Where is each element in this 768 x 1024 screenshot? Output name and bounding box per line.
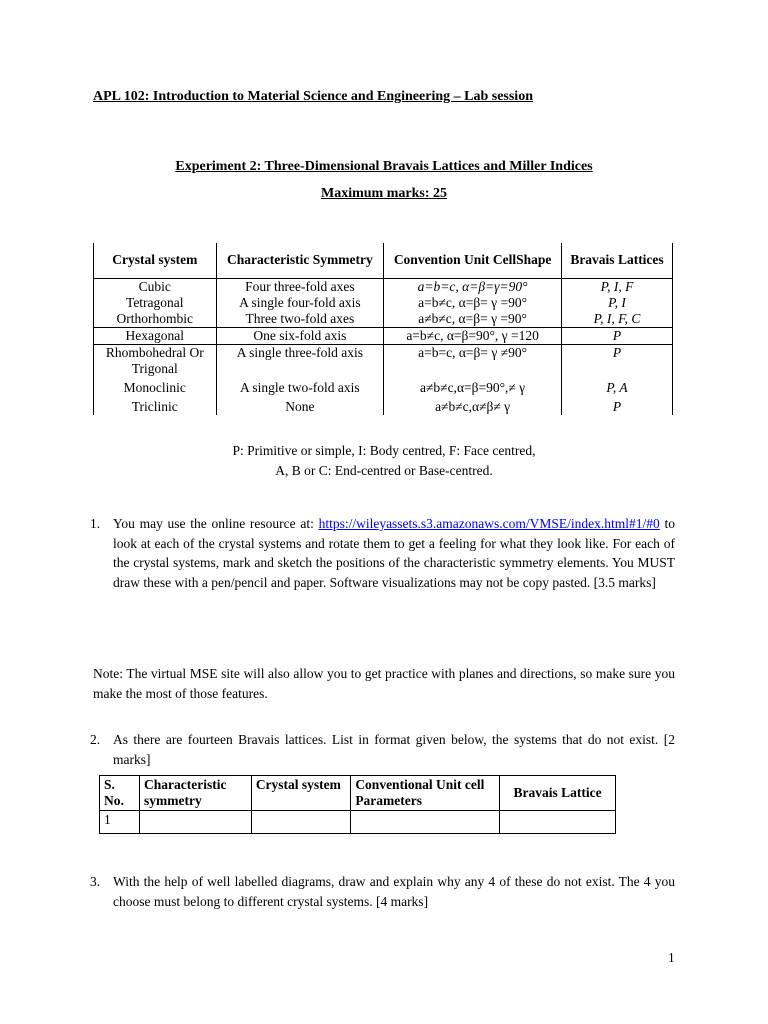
header-unit-cell-shape: Convention Unit CellShape [384,243,562,279]
cell-unit-cell: a=b=c, α=β= γ ≠90° [384,345,562,378]
cell-symmetry: A single three-fold axis [216,345,384,378]
cell-lattices: P [562,328,673,345]
format-cell-empty [251,811,351,834]
page-number: 1 [668,950,675,965]
format-header-sno: S. No. [100,776,140,811]
cell-unit-cell: a≠b≠c,α=β=90°,≠ γ [384,377,562,399]
cell-crystal-system: Cubic [94,279,217,296]
question-2-text: As there are fourteen Bravais lattices. List in format given below, the systems that do not exist. [2 marks] [113,732,675,767]
table-header-row [94,243,673,279]
format-cell-sno: 1 [100,811,140,834]
cell-unit-cell: a=b≠c, α=β= γ =90° [384,295,562,311]
vmse-resource-link[interactable]: https://wileyassets.s3.amazonaws.com/VMSE/index.html#1/#0 [318,516,660,531]
question-3 [90,872,675,911]
table-row [94,399,673,415]
header-characteristic-symmetry: Characteristic Symmetry [216,243,384,279]
header-crystal-system: Crystal system [94,243,217,279]
format-cell-empty [500,811,616,834]
cell-crystal-system: Hexagonal [94,328,217,345]
table-row [94,295,673,311]
format-header-bravais-lattice: Bravais Lattice [500,776,616,811]
table-row [94,279,673,296]
cell-symmetry: A single four-fold axis [216,295,384,311]
answer-format-table [99,775,616,834]
question-1-text-start: You may use the online resource at: [113,516,319,531]
crystal-systems-table [93,243,673,415]
cell-lattices: P, I, F, C [562,311,673,328]
cell-lattices: P, I [562,295,673,311]
table-row [94,311,673,328]
experiment-title: Experiment 2: Three-Dimensional Bravais Lattices and Miller Indices [175,159,593,174]
cell-symmetry: A single two-fold axis [216,377,384,399]
format-header-crystal-system: Crystal system [251,776,351,811]
cell-crystal-system: Orthorhombic [94,311,217,328]
question-2 [90,730,675,769]
course-title: APL 102: Introduction to Material Science and Engineering – Lab session [93,89,533,104]
cell-lattices: P, A [562,377,673,399]
cell-lattices: P [562,399,673,415]
question-3-text: With the help of well labelled diagrams, draw and explain why any 4 of these do not exist. The 4 you choose must belong to different crystal systems. [4 marks] [113,874,675,909]
cell-unit-cell: a=b≠c, α=β=90°, γ =120 [384,328,562,345]
cell-symmetry: Three two-fold axes [216,311,384,328]
question-3-number: 3. [90,874,101,889]
cell-unit-cell: a≠b≠c,α≠β≠ γ [384,399,562,415]
format-header-row [100,776,616,811]
format-header-cell-parameters: Conventional Unit cell Parameters [351,776,500,811]
cell-lattices: P, I, F [562,279,673,296]
table-row [94,377,673,399]
format-cell-empty [351,811,500,834]
cell-unit-cell: a≠b≠c, α=β= γ =90° [384,311,562,328]
cell-symmetry: None [216,399,384,415]
legend-line-1: P: Primitive or simple, I: Body centred, F: Face centred, [232,443,536,458]
format-row [100,811,616,834]
cell-crystal-system: Tetragonal [94,295,217,311]
cell-symmetry: Four three-fold axes [216,279,384,296]
note-paragraph: Note: The virtual MSE site will also allow you to get practice with planes and directions, so make sure you make the most of those features. [93,666,675,701]
header-bravais-lattices: Bravais Lattices [562,243,673,279]
cell-lattices: P [562,345,673,378]
cell-symmetry: One six-fold axis [216,328,384,345]
question-1-text-end: to look at each of the crystal systems and rotate them to get a feeling for what they look like. For each of the crystal systems, mark and sketch the positions of the characteristic symmetry elements. You MUST draw these with a pen/pencil and paper. Software visualizations may not be copy pasted. [3.5 marks] [113,516,675,590]
cell-unit-cell: a=b=c, α=β=γ=90° [384,279,562,296]
table-row [94,345,673,378]
format-header-symmetry: Characteristic symmetry [140,776,252,811]
cell-crystal-system: Triclinic [94,399,217,415]
question-1 [90,514,675,592]
table-row [94,328,673,345]
max-marks: Maximum marks: 25 [321,186,447,201]
question-1-number: 1. [90,516,101,531]
cell-crystal-system: Rhombohedral Or Trigonal [94,345,217,378]
cell-crystal-system: Monoclinic [94,377,217,399]
question-2-number: 2. [90,732,101,747]
format-cell-empty [140,811,252,834]
legend-line-2: A, B or C: End-centred or Base-centred. [275,463,493,478]
